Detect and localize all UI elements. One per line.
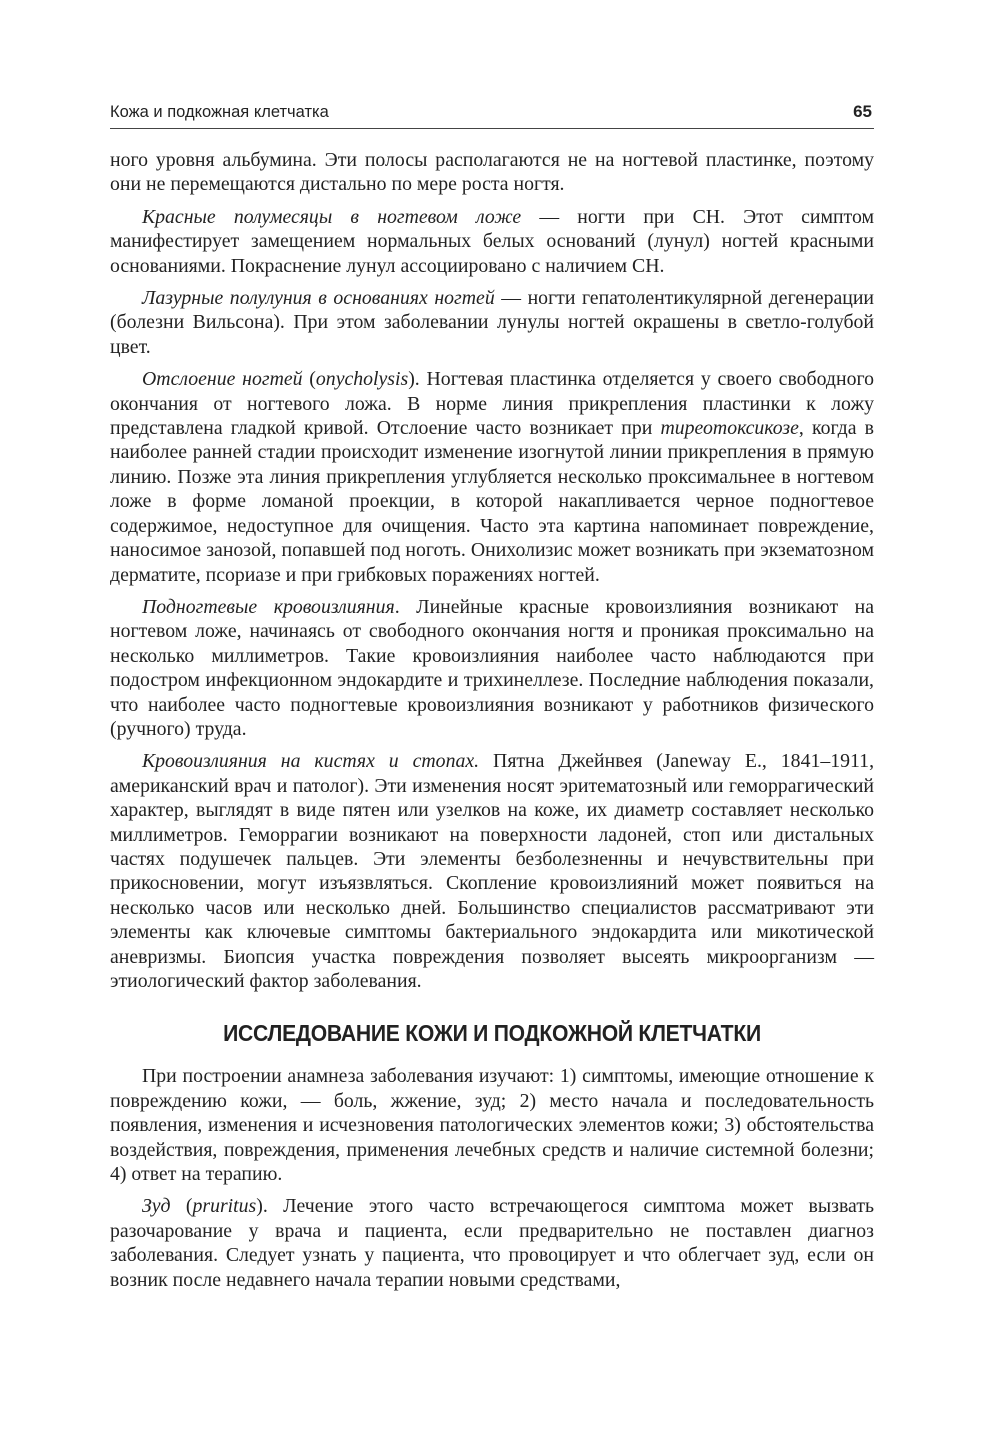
term: Лазурные полулуния в основаниях ногтей [142,287,495,310]
term: Отслоение ногтей [142,368,303,391]
section-heading: ИССЛЕДОВАНИЕ КОЖИ И ПОДКОЖНОЙ КЛЕТЧАТКИ [223,1020,761,1047]
term: Красные полумесяцы в ногтевом ложе [142,205,522,228]
term: Зуд [142,1195,171,1218]
body-text [110,148,874,1292]
paragraph-anamnesis: При построении анамнеза заболевания изучают: 1) симптомы, имеющие отношение к повреждению кожи, — боль, жжение, зуд; 2) место начала и последовательность появления, изменения и исчезновения патологических элементов кожи; 3) обстоятельства воздействия, повреждения, применения лечебных средств и наличие системной болезни; 4) ответ на терапию. [110,1065,874,1186]
paragraph-subungual-hemorrhages: Подногтевые кровоизлияния. Линейные красные кровоизлияния возникают на ногтевом ложе, начинаясь от свободного окончания ногтя и проникая проксимально на несколько миллиметров. Такие кровоизлияния наиболее часто наблюдаются при подостром инфекционном эндокардите и трихинеллезе. Последние наблюдения показали, что наиболее часто подногтевые кровоизлияния возникают у работников физического (ручного) труда. [110,595,875,740]
paragraph-red-lunulae: Красные полумесяцы в ногтевом ложе — ногти при СН. Этот симптом манифестирует замещением нормальных белых оснований (лунул) ногтей красными основаниями. Покраснение лунул ассоциировано с наличием СН. [110,205,874,277]
latin-term: pruritus [192,1195,257,1218]
paragraph-onycholysis: Отслоение ногтей (onycholysis). Ногтевая пластинка отделяется у своего свободного окончания от ногтевого ложа. В норме линия прикрепления пластинки к ложу представлена гладкой кривой. Отслоение часто возникает при тиреотоксикозе, когда в наиболее ранней стадии происходит изменение изогнутой линии прикрепления в прямую линию. Позже эта линия прикрепления углубляется несколько проксимальнее в ногтевом ложе в форме ломаной проекции, в которой накапливается черное подногтевое содержимое, недоступное для очищения. Часто эта картина напоминает повреждение, наносимое занозой, попавшей под ноготь. Онихолизис может возникать при экзематозном дерматите, псориазе и при грибковых поражениях ногтей. [110,368,874,586]
paragraph-azure-lunulae: Лазурные полулуния в основаниях ногтей — ногти гепатолентикулярной дегенерации (болезни Вильсона). При этом заболевании лунулы ногтей окрашены в светло-голубой цвет. [110,287,874,358]
inline-term: тиреотоксикозе [660,417,799,440]
latin-term: onycholysis [315,368,409,391]
paragraph-janeway-lesions: Кровоизлияния на кистях и стопах. Пятна Джейнвея (Janeway E., 1841–1911, американский врач и патолог). Эти изменения носят эритематозный или геморрагический характер, выглядят в виде пятен или узелков на коже, их диаметр составляет несколько миллиметров. Геморрагии возникают на поверхности ладоней, стоп или дистальных частях подушечек пальцев. Эти элементы безболезненны и нечувствительны при прикосновении, могут изъязвляться. Скопление кровоизлияний может появиться на несколько часов или несколько дней. Большинство специалистов рассматривают эти элементы как ключевые симптомы бактериального эндокардита или микотической аневризмы. Биопсия участка повреждения позволяет высеять микроорганизм — этиологический фактор заболевания. [110,750,875,992]
page-number: 65 [853,102,872,121]
paragraph-pruritus: Зуд (pruritus). Лечение этого часто встречающегося симптома может вызвать разочарование у врача и пациента, если предварительно не поставлен диагноз заболевания. Следует узнать у пациента, что провоцирует и что облегчает зуд, если он возник после недавнего начала терапии новыми средствами, [110,1195,874,1291]
running-head [110,98,874,129]
term: Кровоизлияния на кистях и стопах. [142,750,480,773]
paragraph-continuation: ного уровня альбумина. Эти полосы располагаются не на ногтевой пластинке, поэтому они не перемещаются дистально по мере роста ногтя. [110,149,874,196]
section-title: Кожа и подкожная клетчатка [110,103,329,121]
term: Подногтевые кровоизлияния [142,595,395,618]
